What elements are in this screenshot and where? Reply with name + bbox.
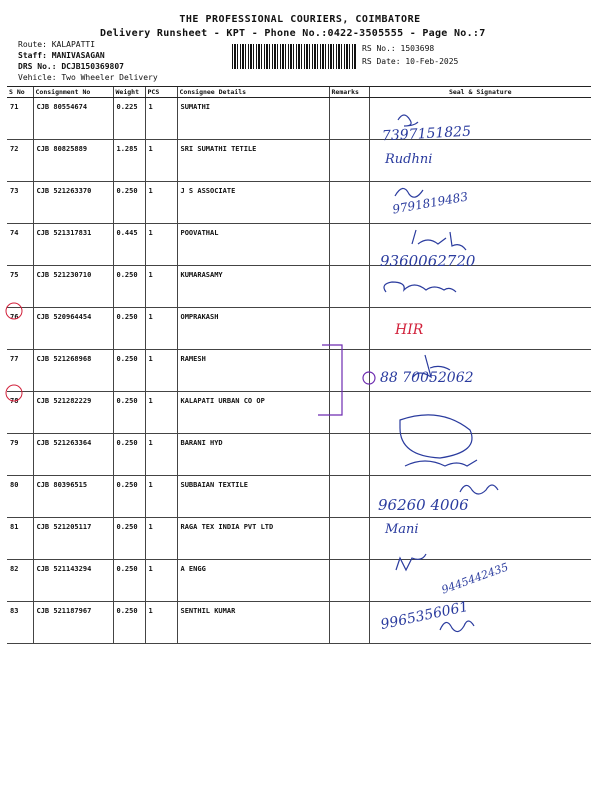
pcs-cell: 1 [145,308,177,350]
s-no-cell: 71 [7,98,33,140]
consignee-name-cell: A ENGG [177,560,329,602]
remarks-cell [329,350,369,392]
handwriting-83: 9965356061 [379,598,470,634]
s-no-cell: 75 [7,266,33,308]
pcs-cell: 1 [145,602,177,644]
consignee-name-cell: SRI SUMATHI TETILE [177,140,329,182]
handwriting-80: 96260 4006 [378,496,469,514]
table-row [7,182,591,224]
table-row [7,602,591,644]
remarks-cell [329,560,369,602]
handwriting-72: Rudhni [385,152,433,167]
drs-number: DRS No.: DCJB150369807 [18,62,124,71]
signature-cell [369,266,591,308]
table-row [7,266,591,308]
s-no-cell: 76 [7,308,33,350]
handwriting-81: Mani [385,522,419,537]
consignment-no-cell: CJB 80554674 [33,98,113,140]
handwriting-78: 88 70052062 [380,370,474,386]
consignee-name-cell: SENTHIL KUMAR [177,602,329,644]
table-row [7,476,591,518]
table-row [7,518,591,560]
pcs-cell: 1 [145,476,177,518]
handwriting-82: 9445442435 [439,560,511,597]
weight-cell: 0.250 [113,182,145,224]
table-row [7,392,591,434]
consignment-no-cell: CJB 80825889 [33,140,113,182]
weight-cell: 0.250 [113,560,145,602]
consignment-no-cell: CJB 521187967 [33,602,113,644]
col-pcs: PCS [145,87,177,98]
weight-cell: 0.445 [113,224,145,266]
consignee-name-cell: POOVATHAL [177,224,329,266]
rs-number: RS No.: 1503698 [362,44,435,53]
remarks-cell [329,266,369,308]
pcs-cell: 1 [145,518,177,560]
weight-cell: 0.250 [113,266,145,308]
weight-cell: 0.250 [113,476,145,518]
pcs-cell: 1 [145,98,177,140]
col-sno: S No [7,87,33,98]
consignment-no-cell: CJB 80396515 [33,476,113,518]
company-name: THE PROFESSIONAL COURIERS, COIMBATORE [179,14,421,25]
pcs-cell: 1 [145,266,177,308]
col-signature: Seal & Signature [369,87,591,98]
rs-date: RS Date: 10-Feb-2025 [362,57,459,66]
weight-cell: 0.225 [113,98,145,140]
runsheet-title: Delivery Runsheet - KPT - Phone No.:0422-3505555 - Page No.:7 [100,28,486,39]
consignment-no-cell: CJB 521263364 [33,434,113,476]
table-header-row [7,87,591,98]
remarks-cell [329,140,369,182]
s-no-cell: 80 [7,476,33,518]
consignee-name-cell: OMPRAKASH [177,308,329,350]
remarks-cell [329,392,369,434]
remarks-cell [329,518,369,560]
col-consignment: Consignment No [33,87,113,98]
s-no-cell: 79 [7,434,33,476]
consignee-name-cell: RAMESH [177,350,329,392]
route-label: Route: KALAPATTI [18,40,96,49]
consignment-no-cell: CJB 521230710 [33,266,113,308]
s-no-cell: 74 [7,224,33,266]
consignee-name-cell: J S ASSOCIATE [177,182,329,224]
remarks-cell [329,224,369,266]
signature-cell [369,392,591,434]
handwriting-71: 7397151825 [381,123,472,145]
handwriting-73: 9791819483 [391,189,469,217]
remarks-cell [329,182,369,224]
weight-cell: 0.250 [113,392,145,434]
consignee-name-cell: SUBBAIAN TEXTILE [177,476,329,518]
weight-cell: 0.250 [113,308,145,350]
s-no-cell: 82 [7,560,33,602]
table-row [7,140,591,182]
pcs-cell: 1 [145,140,177,182]
consignment-no-cell: CJB 521263370 [33,182,113,224]
s-no-cell: 77 [7,350,33,392]
table-row [7,434,591,476]
remarks-cell [329,98,369,140]
handwriting-75: 9360062720 [380,252,476,270]
consignee-name-cell: BARANI HYD [177,434,329,476]
remarks-cell [329,434,369,476]
consignee-name-cell: RAGA TEX INDIA PVT LTD [177,518,329,560]
remarks-cell [329,602,369,644]
weight-cell: 0.250 [113,434,145,476]
s-no-cell: 83 [7,602,33,644]
consignment-no-cell: CJB 520964454 [33,308,113,350]
weight-cell: 0.250 [113,350,145,392]
barcode-image [232,44,356,69]
table-row [7,98,591,140]
remarks-cell [329,476,369,518]
s-no-cell: 73 [7,182,33,224]
s-no-cell: 81 [7,518,33,560]
col-consignee: Consignee Details [177,87,329,98]
vehicle-label: Vehicle: Two Wheeler Delivery [18,73,158,82]
table-row [7,224,591,266]
s-no-cell: 78 [7,392,33,434]
consignment-no-cell: CJB 521143294 [33,560,113,602]
consignment-no-cell: CJB 521317831 [33,224,113,266]
weight-cell: 1.285 [113,140,145,182]
remarks-cell [329,308,369,350]
weight-cell: 0.250 [113,518,145,560]
staff-label: Staff: MANIVASAGAN [18,51,105,60]
col-weight: Weight [113,87,145,98]
pcs-cell: 1 [145,434,177,476]
signature-cell [369,434,591,476]
weight-cell: 0.250 [113,602,145,644]
pcs-cell: 1 [145,182,177,224]
consignment-no-cell: CJB 521282229 [33,392,113,434]
col-remarks: Remarks [329,87,369,98]
pcs-cell: 1 [145,392,177,434]
table-row [7,350,591,392]
pcs-cell: 1 [145,224,177,266]
table-row [7,308,591,350]
pcs-cell: 1 [145,350,177,392]
consignment-no-cell: CJB 521205117 [33,518,113,560]
consignee-name-cell: KUMARASAMY [177,266,329,308]
s-no-cell: 72 [7,140,33,182]
consignment-no-cell: CJB 521268968 [33,350,113,392]
pcs-cell: 1 [145,560,177,602]
consignee-name-cell: KALAPATI URBAN CO OP [177,392,329,434]
consignee-name-cell: SUMATHI [177,98,329,140]
handwriting-76: HIR [395,322,424,338]
